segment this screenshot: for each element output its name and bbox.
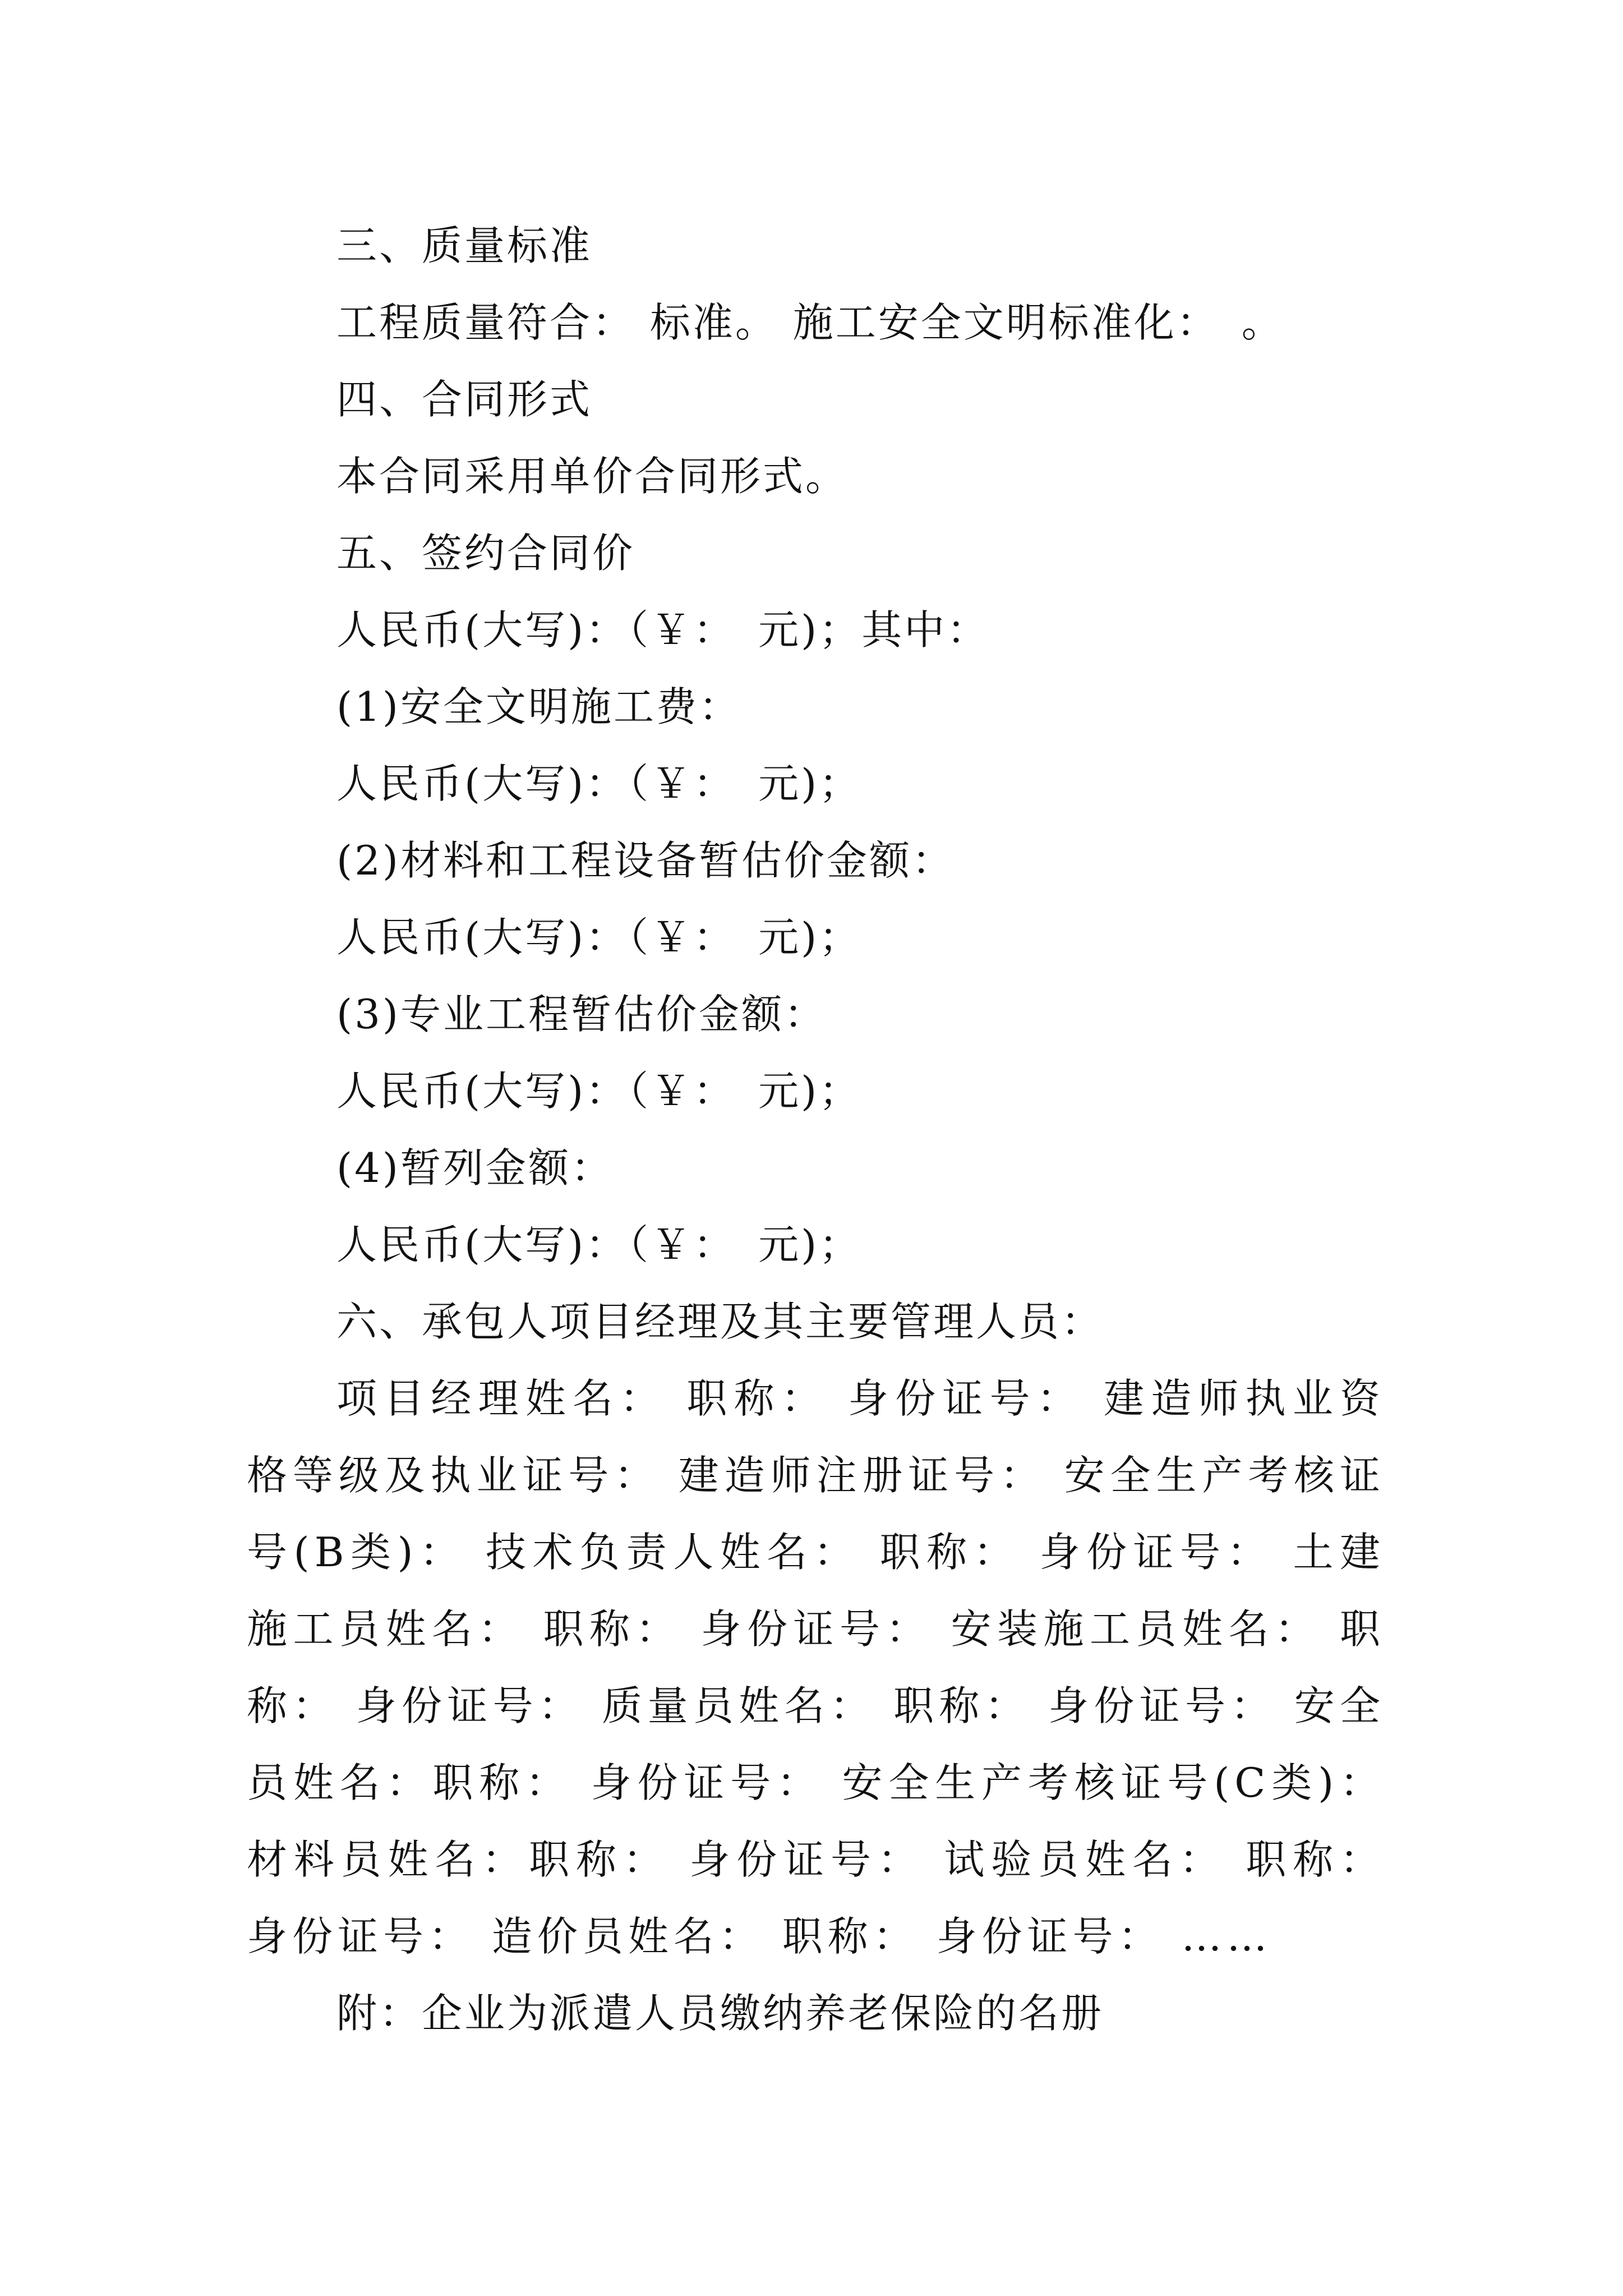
section-5-heading: 五、签约合同价 <box>336 530 635 577</box>
contract-form-text: 本合同采用单价合同形式。 <box>336 453 849 500</box>
personnel-paragraph: 项目经理姓名： 职称： 身份证号： 建造师执业资格等级及执业证号： 建造师注册证号： 安全生产考核证号(B类)： 技术负责人姓名： 职称： 身份证号： 土建施工员姓名： 职称： 身份证号： 安装施工员姓名： 职称： 身份证号： 质量员姓名： 职称： 身份证号： 安全员姓名：职称： 身份证号： 安全生产考核证号(C类)： 材料员姓名：职称： 身份证号： 试验员姓名： 职称： 身份证号： 造价员姓名： 职称： 身份证号： …… <box>247 1375 1385 1960</box>
section-4-heading: 四、合同形式 <box>336 376 593 423</box>
item-1-label: (1)安全文明施工费： <box>336 683 741 730</box>
section-6-heading: 六、承包人项目经理及其主要管理人员： <box>336 1298 1104 1345</box>
appendix-text: 附：企业为派遣人员缴纳养老保险的名册 <box>336 1990 1104 2037</box>
item-2-label: (2)材料和工程设备暂估价金额： <box>336 837 955 884</box>
item-4-amount: 人民币(大写)：（￥： 元)； <box>336 1221 862 1268</box>
item-4-label: (4)暂列金额： <box>336 1144 614 1191</box>
section-3-heading: 三、质量标准 <box>336 222 593 269</box>
document-body <box>247 208 1385 2052</box>
item-2-amount: 人民币(大写)：（￥： 元)； <box>336 914 862 961</box>
item-3-amount: 人民币(大写)：（￥： 元)； <box>336 1068 862 1115</box>
item-1-amount: 人民币(大写)：（￥： 元)； <box>336 760 862 807</box>
quality-standard-text: 工程质量符合： 标准。 施工安全文明标准化： 。 <box>336 299 1284 346</box>
total-price-text: 人民币(大写)：（￥： 元)；其中： <box>336 606 990 654</box>
item-3-label: (3)专业工程暂估价金额： <box>336 991 827 1038</box>
